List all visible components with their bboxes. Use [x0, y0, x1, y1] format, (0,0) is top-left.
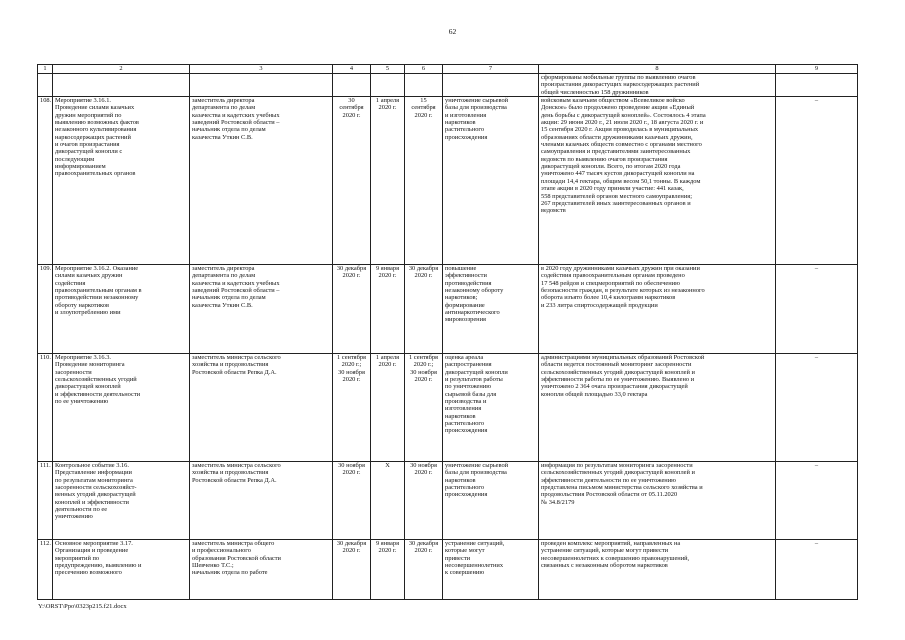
responsible-cell-line: Ростовской области Репка Д.А. [192, 368, 277, 376]
responsible-cell-line: Ростовской области Репка Д.А. [192, 476, 277, 484]
responsible-cell [190, 97, 333, 265]
event-name-cell-line: засоренности сельскохозяйст- [55, 484, 137, 492]
expected-result-cell-line: базы для производства [445, 469, 507, 477]
expected-result-cell-line: наркотиков [445, 412, 476, 420]
event-name-cell-line: выявлению возможных фактов [55, 119, 139, 127]
start-date-cell-line: 2020 г. [378, 361, 397, 369]
column-number: 3 [190, 65, 333, 74]
actual-result-cell-line: № 34.8/2179 [541, 498, 575, 506]
responsible-cell-line: заместитель министра сельского [192, 462, 281, 470]
header-row [38, 65, 858, 74]
start-date-cell-line: 2020 г. [378, 104, 397, 112]
responsible-cell-line: департамента по делам [192, 272, 256, 280]
actual-result-cell-line: сформированы мобильные группы по выявлению очагов [541, 74, 696, 81]
column-number: 8 [539, 65, 776, 74]
empty-cell [371, 74, 405, 97]
actual-result-cell-line: и 233 литра спиртосодержащей продукции [541, 301, 658, 309]
actual-result-cell-line: администрациями муниципальных образований Ростовской [541, 354, 705, 362]
planned-date-cell-line: 30 ноября [338, 368, 365, 376]
actual-result-cell-line: устранение ситуаций, которые могут привести [541, 547, 669, 555]
planned-date-cell [333, 354, 371, 462]
actual-result-cell-line: членами казачьих обществ совместно с органами местного [541, 141, 702, 149]
planned-date-cell-line: 2020 г. [342, 111, 361, 119]
responsible-cell-line: образования Ростовской области [192, 554, 281, 562]
expected-result-cell-line: к совершению [445, 569, 485, 577]
actual-result-cell-line: в 2020 году дружинниками казачьих дружин при оказании [541, 265, 700, 273]
event-name-cell-line: силами казачьих дружин [55, 272, 123, 280]
actual-result-cell-line: продовольствия Ростовской области от 05.11.2020 [541, 491, 678, 499]
responsible-cell-line: хозяйства и продовольствия [192, 361, 269, 369]
actual-result-cell-line: ведомств [541, 207, 566, 215]
responsible-cell-line: заместитель министра сельского [192, 354, 281, 362]
table-row [38, 97, 858, 265]
expected-result-cell-line: и изготовления [445, 111, 487, 119]
expected-result-cell-line: противодействия [445, 279, 492, 287]
actual-result-cell-line: 558 представителей органов местного самоуправления; [541, 192, 692, 200]
actual-result-cell-line: оборота изъято более 10,4 килограмм наркотиков [541, 294, 676, 302]
expected-result-cell [443, 97, 539, 265]
expected-result-cell-line: антинаркотического [445, 309, 500, 317]
event-name-cell [53, 462, 190, 540]
expected-result-cell-line: несовершеннолетних [445, 562, 504, 570]
start-date-cell-line: 2020 г. [378, 547, 397, 555]
responsible-cell-line: заведений Ростовской области – [192, 119, 280, 127]
end-date-cell-line: 2020 г.; [413, 361, 434, 369]
expected-result-cell-line: повышение [445, 265, 477, 273]
expected-result-cell-line: оценка ареала [445, 354, 484, 362]
actual-result-cell [539, 97, 776, 265]
event-name-cell [53, 354, 190, 462]
actual-result-cell-line: содействия правоохранительным органам проведено [541, 272, 685, 280]
empty-cell [333, 74, 371, 97]
event-name-cell-line: дикорастущей конопли с [55, 148, 123, 156]
responsible-cell-line: казачества Уткин С.В. [192, 301, 253, 309]
actual-result-cell [539, 265, 776, 354]
planned-date-cell [333, 97, 371, 265]
actual-result-cell-line: самоуправления и представителями заинтересованных [541, 148, 691, 156]
expected-result-cell-line: незаконному обороту [445, 287, 504, 295]
responsible-cell-line: казачества и кадетских учебных [192, 279, 280, 287]
table-row [38, 265, 858, 354]
actual-result-cell-line: сельскохозяйственных угодий дикорастущей коноплей и [541, 469, 695, 477]
actual-result-cell [539, 74, 776, 97]
start-date-cell-line: 2020 г. [378, 272, 397, 280]
responsible-cell-line: казачества и кадетских учебных [192, 111, 280, 119]
end-date-cell-line: сентября [411, 104, 436, 112]
empty-cell [38, 74, 53, 97]
event-name-cell-line: деятельности по ее [55, 506, 108, 514]
table-row [38, 540, 858, 600]
table-row [38, 462, 858, 540]
start-date-cell [371, 462, 405, 540]
planned-date-cell-line: 30 [348, 97, 355, 105]
actual-result-cell-line: уничтожено 447 тысяч кустов дикорастущей конопли на [541, 170, 695, 178]
expected-result-cell-line: происхождения [445, 427, 488, 435]
event-name-cell-line: Представление информации [55, 469, 132, 477]
end-date-cell-line: 30 ноября [410, 462, 437, 470]
event-name-cell-line: Мероприятие 3.16.3. [55, 354, 112, 362]
actual-result-cell-line: день борьбы с дикорастущей коноплей». Состоялось 4 этапа [541, 111, 706, 119]
responsible-cell-line: хозяйства и продовольствия [192, 469, 269, 477]
event-name-cell-line: незаконного культивирования [55, 126, 137, 134]
actual-result-cell-line: общей численностью 158 дружинников [541, 88, 649, 96]
event-name-cell-line: венных угодий дикорастущей [55, 491, 136, 499]
event-name-cell-line: содействия [55, 279, 86, 287]
empty-cell [190, 74, 333, 97]
event-name-cell-line: и очагов произрастания [55, 141, 120, 149]
end-date-cell [405, 354, 443, 462]
actual-result-cell-line: ведомств по выявлению очагов произрастания [541, 155, 668, 163]
row-number: 109. [38, 265, 53, 354]
event-name-cell-line: дружин мероприятий по [55, 111, 122, 119]
empty-cell [443, 74, 539, 97]
actual-result-cell-line: 17 548 рейдов и спецмероприятий по обеспечению [541, 279, 680, 287]
column-number: 5 [371, 65, 405, 74]
event-name-cell-line: и злоупотреблению ими [55, 309, 121, 317]
expected-result-cell-line: эффективности [445, 272, 487, 280]
event-name-cell-line: Контрольное событие 3.16. [55, 462, 129, 470]
responsible-cell-line: казачества Уткин С.В. [192, 133, 253, 141]
responsible-cell-line: заместитель директора [192, 265, 255, 273]
end-date-cell-line: 2020 г. [414, 547, 433, 555]
responsible-cell-line: начальник отдела по делам [192, 294, 266, 302]
actual-result-cell-line: 15 сентября 2020 г. Акция проводилась в муниципальных [541, 126, 699, 134]
expected-result-cell-line: растительного [445, 484, 485, 492]
expected-result-cell-line: формирование [445, 301, 485, 309]
expected-result-cell-line: распространения [445, 361, 492, 369]
expected-result-cell-line: уничтожение сырьевой [445, 97, 509, 105]
start-date-cell-line: 9 января [375, 265, 400, 273]
start-date-cell-line: 9 января [375, 540, 400, 548]
planned-date-cell [333, 265, 371, 354]
expected-result-cell-line: привести [445, 554, 471, 562]
start-date-cell [371, 265, 405, 354]
event-name-cell-line: Проведение силами казачьих [55, 104, 135, 112]
actual-result-cell [539, 354, 776, 462]
expected-result-cell-line: которые могут [445, 547, 485, 555]
actual-result-cell-line: 267 представителей иных заинтересованных органов и [541, 199, 691, 207]
expected-result-cell-line: растительного [445, 126, 485, 134]
actual-result-cell-line: произрастания дикорастущих наркосодержащих растений [541, 81, 700, 89]
actual-result-cell-line: несовершеннолетних к совершению правонарушений, [541, 554, 690, 562]
expected-result-cell-line: уничтожение сырьевой [445, 462, 509, 470]
responsible-cell-line: и профессионального [192, 547, 251, 555]
actual-result-cell-line: эффективности работы по ее уничтожению. Выявлено и [541, 376, 695, 384]
end-date-cell-line: 1 сентября [409, 354, 438, 362]
planned-date-cell [333, 462, 371, 540]
page-number: 62 [448, 27, 457, 36]
planned-date-cell-line: 2020 г. [342, 469, 361, 477]
event-name-cell-line: наркосодержащих растений [55, 133, 131, 141]
actual-result-cell-line: представлена письмом министерства сельского хозяйства и [541, 484, 703, 492]
start-date-cell [371, 97, 405, 265]
column-number: 1 [38, 65, 53, 74]
footer-file-path: Y:\ORST\Ppo\0323p215.f21.docx [38, 603, 127, 610]
empty-cell [776, 74, 858, 97]
start-date-cell-line: 1 апреля [375, 97, 400, 105]
expected-result-cell-line: и результатов работы [445, 376, 503, 384]
table-row [38, 354, 858, 462]
planned-date-cell-line: 30 ноября [338, 462, 365, 470]
expected-result-cell [443, 354, 539, 462]
event-name-cell-line: дикорастущей коноплей [55, 383, 121, 391]
event-name-cell-line: по результатам мониторинга [55, 476, 133, 484]
continuation-row [38, 74, 858, 97]
planned-date-cell-line: 2020 г. [342, 376, 361, 384]
expected-result-cell-line: изготовления [445, 405, 482, 413]
event-name-cell-line: правоохранительных органов [55, 170, 136, 178]
end-date-cell-line: 30 ноября [410, 368, 437, 376]
empty-cell [405, 74, 443, 97]
responsible-cell-line: начальник отдела по работе [192, 569, 268, 577]
actual-result-cell-line: эффективности деятельности по ее уничтожению [541, 476, 676, 484]
end-date-cell-line: 30 декабря [408, 265, 439, 273]
actual-result-cell-line: войсковым казачьим обществом «Всевеликое войско [541, 97, 685, 105]
event-name-cell-line: Мероприятие 3.16.2. Оказание [55, 265, 139, 273]
event-name-cell-line: засоренности [55, 368, 92, 376]
start-date-cell [371, 540, 405, 600]
reason-cell: – [776, 354, 858, 462]
expected-result-cell [443, 265, 539, 354]
expected-result-cell-line: дикорастущей конопли [445, 368, 508, 376]
expected-result-cell-line: наркотиков [445, 119, 476, 127]
responsible-cell [190, 265, 333, 354]
start-date-cell [371, 354, 405, 462]
planned-date-cell-line: 30 декабря [336, 265, 367, 273]
expected-result-cell-line: растительного [445, 420, 485, 428]
empty-cell [53, 74, 190, 97]
expected-result-cell-line: наркотиков; [445, 294, 478, 302]
responsible-cell [190, 540, 333, 600]
event-name-cell-line: Проведение мониторинга [55, 361, 125, 369]
end-date-cell [405, 462, 443, 540]
end-date-cell-line: 2020 г. [414, 376, 433, 384]
expected-result-cell-line: устранение ситуаций, [445, 540, 505, 548]
actual-result-cell [539, 462, 776, 540]
actual-result-cell-line: безопасности граждан, в результате которых из незаконного [541, 287, 705, 295]
event-name-cell-line: Организация и проведение [55, 547, 129, 555]
event-name-cell [53, 540, 190, 600]
reason-cell: – [776, 462, 858, 540]
column-number: 9 [776, 65, 858, 74]
actual-result-cell-line: области ведется постоянный мониторинг засоренности [541, 361, 692, 369]
event-name-cell-line: Основное мероприятие 3.17. [55, 540, 133, 548]
event-name-cell-line: и эффективности деятельности [55, 390, 141, 398]
reason-cell: – [776, 540, 858, 600]
actual-result-cell-line: информация по результатам мониторинга засоренности [541, 462, 693, 470]
row-number: 111. [38, 462, 53, 540]
event-name-cell-line: сельскохозяйственных угодий [55, 376, 137, 384]
row-number: 112. [38, 540, 53, 600]
responsible-cell [190, 462, 333, 540]
end-date-cell-line: 2020 г. [414, 111, 433, 119]
column-number: 7 [443, 65, 539, 74]
planned-date-cell-line: 2020 г.; [341, 361, 362, 369]
expected-result-cell-line: по уничтожению [445, 383, 491, 391]
responsible-cell-line: заместитель министра общего [192, 540, 275, 548]
actual-result-cell-line: сельскохозяйственных угодий дикорастущей коноплей и [541, 368, 695, 376]
expected-result-cell-line: сырьевой базы для [445, 390, 497, 398]
event-name-cell-line: правоохранительным органам в [55, 287, 142, 295]
actual-result-cell-line: связанных с незаконным оборотом наркотиков [541, 562, 668, 570]
row-number: 110. [38, 354, 53, 462]
event-name-cell-line: мероприятий по [55, 554, 100, 562]
actual-result-cell-line: этапе акции в 2020 году приняли участие: 441 казак, [541, 185, 684, 193]
column-number: 6 [405, 65, 443, 74]
event-name-cell [53, 265, 190, 354]
actual-result-cell-line: дикорастущей конопли. Всего, по итогам 2020 года [541, 163, 681, 171]
actual-result-cell-line: конопли общей площадью 33,0 гектара [541, 390, 648, 398]
responsible-cell-line: начальник отдела по делам [192, 126, 266, 134]
end-date-cell-line: 2020 г. [414, 272, 433, 280]
expected-result-cell-line: мировоззрения [445, 316, 486, 324]
planned-date-cell-line: сентября [339, 104, 364, 112]
actual-result-cell-line: акции: 29 июня 2020 г., 21 июля 2020 г., 18 августа 2020 г. и [541, 119, 704, 127]
expected-result-cell-line: происхождения [445, 491, 488, 499]
column-number: 4 [333, 65, 371, 74]
actual-result-cell-line: образованиях области дружинниками казачьих дружин, [541, 133, 693, 141]
expected-result-cell-line: происхождения [445, 133, 488, 141]
planned-date-cell-line: 1 сентября [337, 354, 366, 362]
expected-result-cell [443, 540, 539, 600]
event-name-cell-line: последующим [55, 155, 95, 163]
actual-result-cell-line: Донское» было продолжено проведение акции «Единый [541, 104, 695, 112]
actual-result-cell-line: проведен комплекс мероприятий, направленных на [541, 540, 681, 548]
responsible-cell-line: Шевченко Т.С.; [192, 562, 234, 570]
end-date-cell-line: 2020 г. [414, 469, 433, 477]
expected-result-cell [443, 462, 539, 540]
end-date-cell [405, 265, 443, 354]
reason-cell: – [776, 97, 858, 265]
event-name-cell [53, 97, 190, 265]
end-date-cell [405, 540, 443, 600]
expected-result-cell-line: базы для производства [445, 104, 507, 112]
event-name-cell-line: обороту наркотиков [55, 301, 109, 309]
event-name-cell-line: предупреждению, выявлению и [55, 562, 142, 570]
row-number: 108. [38, 97, 53, 265]
end-date-cell [405, 97, 443, 265]
event-name-cell-line: коноплей и эффективности [55, 498, 129, 506]
responsible-cell-line: заместитель директора [192, 97, 255, 105]
actual-result-cell [539, 540, 776, 600]
actual-result-cell-line: уничтожено 2 364 очага произрастания дикорастущей [541, 383, 688, 391]
event-name-cell-line: противодействии незаконному [55, 294, 139, 302]
event-name-cell-line: информированием [55, 163, 106, 171]
actual-result-cell-line: площади 14,4 гектара, общим весом 50,1 тонны. В каждом [541, 177, 701, 185]
start-date-cell-line: 1 апреля [375, 354, 400, 362]
event-name-cell-line: Мероприятие 3.16.1. [55, 97, 112, 105]
expected-result-cell-line: производства и [445, 398, 487, 406]
event-name-cell-line: по ее уничтожению [55, 398, 109, 406]
responsible-cell-line: департамента по делам [192, 104, 256, 112]
expected-result-cell-line: наркотиков [445, 476, 476, 484]
end-date-cell-line: 15 [420, 97, 427, 105]
column-number: 2 [53, 65, 190, 74]
responsible-cell [190, 354, 333, 462]
planned-date-cell-line: 2020 г. [342, 547, 361, 555]
planned-date-cell [333, 540, 371, 600]
end-date-cell-line: 30 декабря [408, 540, 439, 548]
report-table [37, 64, 858, 600]
planned-date-cell-line: 30 декабря [336, 540, 367, 548]
start-date-cell-line: Х [385, 462, 390, 470]
event-name-cell-line: пресечению возможного [55, 569, 122, 577]
event-name-cell-line: уничтожению [55, 513, 93, 521]
reason-cell: – [776, 265, 858, 354]
planned-date-cell-line: 2020 г. [342, 272, 361, 280]
responsible-cell-line: заведений Ростовской области – [192, 287, 280, 295]
